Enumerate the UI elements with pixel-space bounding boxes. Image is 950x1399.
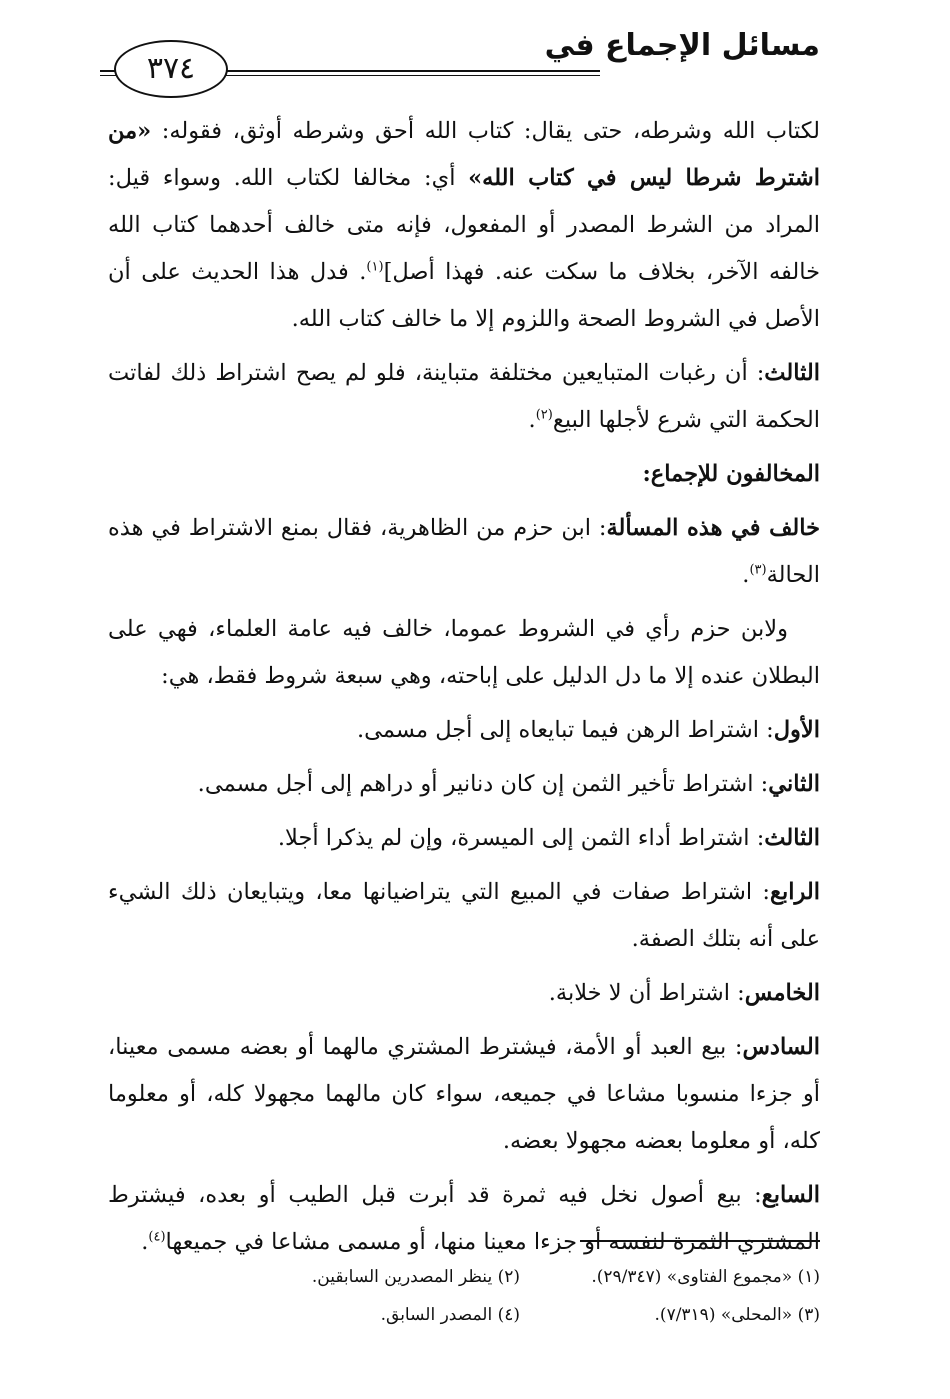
text-run: : اشتراط تأخير الثمن إن كان دنانير أو دراهم إلى أجل مسمى. [197, 771, 769, 797]
footnote-3: (٣) «المحلى» (٧/٣١٩). [654, 1305, 820, 1325]
running-title: مسائل الإجماع في [544, 28, 820, 63]
footnote-marker: (٢) [535, 407, 553, 423]
text-run: لكتاب الله وشرطه، حتى يقال: كتاب الله أحق وشرطه أوثق، فقوله: [151, 118, 820, 144]
paragraph [108, 451, 820, 498]
bold-label: الرابع [769, 879, 820, 905]
bold-label: الثالث [764, 825, 820, 851]
paragraph [108, 707, 820, 754]
paragraph [108, 761, 820, 808]
text-run: : اشتراط الرهن فيما تبايعاه إلى أجل مسمى. [357, 717, 774, 743]
paragraph [108, 815, 820, 862]
footnote-1: (١) «مجموع الفتاوى» (٢٩/٣٤٧). [591, 1267, 820, 1287]
paragraph [108, 505, 820, 599]
footnote-4: (٤) المصدر السابق. [380, 1305, 520, 1325]
bold-label: الثالث [764, 360, 820, 386]
paragraph [108, 970, 820, 1017]
paragraph [108, 1172, 820, 1266]
footnote-row [220, 1258, 820, 1296]
text-run: . [742, 562, 750, 588]
text-run: : اشتراط صفات في المبيع التي يتراضيانها معا، ويتبايعان ذلك الشيء على أنه بتلك الصفة. [108, 879, 820, 952]
bold-label: الثاني [768, 771, 820, 797]
footnotes [220, 1258, 820, 1334]
text-run: . [141, 1229, 149, 1255]
footnote-marker: (٤) [148, 1229, 166, 1245]
paragraph [108, 869, 820, 963]
page-number: ٣٧٤ [114, 40, 228, 98]
bold-label: الأول [773, 717, 820, 743]
bold-label: خالف في هذه المسألة [606, 515, 820, 541]
text-run: . [528, 407, 536, 433]
paragraph [108, 108, 820, 343]
bold-label: المخالفون للإجماع: [642, 461, 820, 487]
paragraph [108, 1024, 820, 1165]
footnote-rule [580, 1240, 820, 1242]
text-run: أي: مخالفا لكتاب الله. وسواء قيل: المراد من الشرط المصدر أو المفعول، فإنه متى خالف أحدهما كتاب الله خالفه الآخر، بخلاف ما سكت عنه. فهذا أصل] [108, 165, 821, 285]
bold-label: «من اشترط شرطا ليس في كتاب الله» [108, 118, 820, 191]
text-run: : اشتراط أداء الثمن إلى الميسرة، وإن لم يذكرا أجلا. [277, 825, 765, 851]
footnote-2: (٢) ينظر المصدرين السابقين. [311, 1267, 520, 1287]
footnote-marker: (٣) [749, 562, 767, 578]
footnote-row [220, 1296, 820, 1334]
paragraph [108, 606, 820, 700]
text-run: : بيع أصول نخل فيه ثمرة قد أبرت قبل الطيب أو بعده، فيشترط المشتري الثمرة لنفسه أو جزءا معينا منها، أو مسمى مشاعا في جميعها [108, 1182, 820, 1255]
text-run: ولابن حزم رأي في الشروط عموما، خالف فيه عامة العلماء، فهي على البطلان عنده إلا ما دل الدليل على إباحته، وهي سبعة شروط فقط، هي: [108, 616, 820, 689]
text-run: : بيع العبد أو الأمة، فيشترط المشتري مالهما أو بعضه مسمى معينا، أو جزءا منسوبا مشاعا في جميعه، سواء كان مالهما مجهولا كله، أو معلوما كله، أو معلوما بعضه مجهولا بعضه. [108, 1034, 820, 1154]
text-run: : اشتراط أن لا خلابة. [548, 980, 745, 1006]
bold-label: السادس [742, 1034, 820, 1060]
bold-label: الخامس [744, 980, 820, 1006]
text-run: : أن رغبات المتبايعين مختلفة متباينة، فلو لم يصح اشتراط ذلك لفاتت الحكمة التي شرع لأجلها البيع [108, 360, 820, 433]
bold-label: السابع [761, 1182, 820, 1208]
page-header [100, 18, 820, 88]
footnote-marker: (١) [366, 259, 384, 275]
text-run: . فدل هذا الحديث على أن الأصل في الشروط الصحة واللزوم إلا ما خالف كتاب الله. [108, 259, 820, 332]
text-run: : ابن حزم من الظاهرية، فقال بمنع الاشتراط في هذه الحالة [108, 515, 820, 588]
main-text [108, 108, 820, 1273]
paragraph [108, 350, 820, 444]
